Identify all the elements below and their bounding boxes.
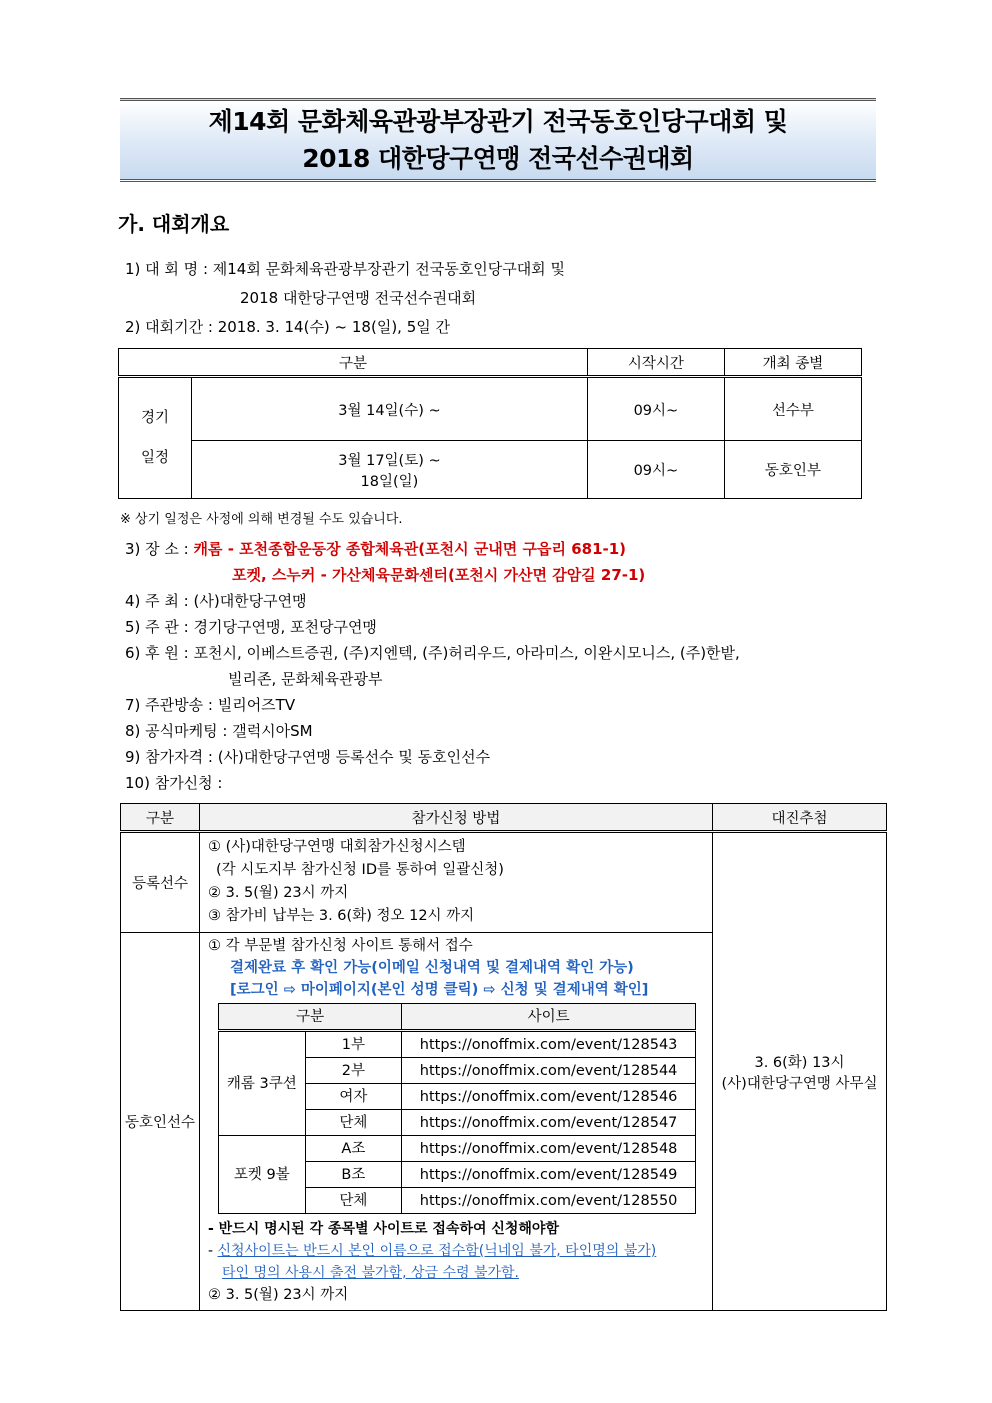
amateur-line-1: ① 각 부문별 참가신청 사이트 통해서 접수 [208, 938, 473, 954]
division-cell: 단체 [305, 1188, 402, 1214]
venue-pocket: 포켓, 스누커 - 가산체육문화센터(포천시 가산면 감암길 27-1) [232, 566, 646, 584]
carom-label: 캐롬 3쿠션 [219, 1031, 306, 1136]
group-label-b: 일정 [140, 450, 169, 466]
item-name-line2: 2018 대한당구연맹 전국선수권대회 [240, 289, 477, 307]
table-row [119, 441, 862, 499]
note-2-part-b: (닉네임 불가, 타인명의 불가) [478, 1243, 657, 1259]
note-dash: - [208, 1243, 218, 1259]
amateur-method [200, 933, 713, 1311]
division-cell: 여자 [305, 1084, 402, 1110]
item-broadcast: 7) 주관방송 : 빌리어즈TV [125, 696, 296, 714]
site-link[interactable]: https://onoffmix.com/event/128549 [402, 1162, 696, 1188]
table-row [121, 832, 887, 933]
schedule-header-category: 구분 [119, 349, 588, 377]
schedule-date [192, 441, 588, 499]
schedule-header-time: 시작시간 [587, 349, 724, 377]
registered-line: ② 3. 5(월) 23시 까지 [208, 885, 349, 901]
schedule-event: 선수부 [724, 377, 861, 441]
registered-line: (각 시도지부 참가신청 ID를 통하여 일괄신청) [216, 862, 504, 878]
venue-label: 3) 장 소 : [125, 540, 194, 558]
item-application: 10) 참가신청 : [125, 774, 223, 792]
amateur-line-3: [로그인 ⇨ 마이페이지(본인 성명 클릭) ⇨ 신청 및 결제내역 확인] [230, 982, 649, 998]
site-table [218, 1003, 696, 1214]
amateur-note-2 [208, 1240, 704, 1262]
item-eligibility: 9) 참가자격 : (사)대한당구연맹 등록선수 및 동호인선수 [125, 748, 491, 766]
pocket-label: 포켓 9볼 [219, 1136, 306, 1214]
division-cell: A조 [305, 1136, 402, 1162]
amateur-note-4: ② 3. 5(월) 23시 까지 [208, 1287, 349, 1303]
registered-label: 등록선수 [121, 832, 200, 933]
apply-header-method: 참가신청 방법 [200, 804, 713, 832]
registered-line: ① (사)대한당구연맹 대회참가신청시스템 [208, 839, 466, 855]
title-line-2: 2018 대한당구연맹 전국선수권대회 [302, 144, 694, 173]
table-row [219, 1136, 696, 1162]
application-table [120, 803, 887, 1311]
draw-line-1: 3. 6(화) 13시 [754, 1054, 845, 1071]
amateur-note-1: - 반드시 명시된 각 종목별 사이트로 접속하여 신청해야함 [208, 1221, 559, 1237]
table-row [219, 1031, 696, 1058]
amateur-note-3: 타인 명의 사용시 출전 불가함, 상금 수령 불가함. [222, 1265, 520, 1281]
division-cell: 2부 [305, 1058, 402, 1084]
item-venue [125, 538, 626, 559]
item-sponsor-line2: 빌리존, 문화체육관광부 [228, 670, 383, 688]
site-header-url: 사이트 [402, 1004, 696, 1031]
schedule-event: 동호인부 [724, 441, 861, 499]
site-link[interactable]: https://onoffmix.com/event/128543 [402, 1031, 696, 1058]
site-link[interactable]: https://onoffmix.com/event/128550 [402, 1188, 696, 1214]
draw-info [713, 832, 887, 1311]
schedule-table [118, 348, 862, 499]
venue-carom: 캐롬 - 포천종합운동장 종합체육관(포천시 군내면 구읍리 681-1) [193, 540, 627, 558]
schedule-date-line2: 18일(일) [360, 473, 419, 490]
document-title-banner [120, 98, 876, 182]
schedule-time: 09시~ [587, 441, 724, 499]
item-organizer: 5) 주 관 : 경기당구연맹, 포천당구연맹 [125, 618, 377, 636]
item-host: 4) 주 최 : (사)대한당구연맹 [125, 592, 307, 610]
schedule-group-label [119, 377, 192, 499]
note-2-part-a: 신청사이트는 반드시 본인 이름으로 접수함 [217, 1243, 479, 1259]
apply-header-draw: 대진추첨 [713, 804, 887, 832]
schedule-note: ※ 상기 일정은 사정에 의해 변경될 수도 있습니다. [120, 512, 403, 527]
item-marketing: 8) 공식마케팅 : 갤럭시아SM [125, 722, 313, 740]
group-label-a: 경기 [140, 410, 169, 426]
registered-method [200, 832, 713, 933]
site-link[interactable]: https://onoffmix.com/event/128547 [402, 1110, 696, 1136]
item-sponsor-line1: 6) 후 원 : 포천시, 이베스트증권, (주)지엔텍, (주)허리우드, 아라미스, 이완시모니스, (주)한밭, [125, 644, 740, 662]
item-period: 2) 대회기간 : 2018. 3. 14(수) ~ 18(일), 5일 간 [125, 318, 450, 336]
schedule-header-event: 개최 종별 [724, 349, 861, 377]
item-name-line1: 1) 대 회 명 : 제14회 문화체육관광부장관기 전국동호인당구대회 및 [125, 260, 565, 278]
section-heading: 가. 대회개요 [118, 212, 230, 236]
amateur-line-2: 결제완료 후 확인 가능(이메일 신청내역 및 결제내역 확인 가능) [230, 960, 634, 976]
schedule-time: 09시~ [587, 377, 724, 441]
table-row [119, 377, 862, 441]
division-cell: B조 [305, 1162, 402, 1188]
draw-line-2: (사)대한당구연맹 사무실 [721, 1075, 878, 1092]
schedule-date: 3월 14일(수) ~ [192, 377, 588, 441]
apply-header-category: 구분 [121, 804, 200, 832]
registered-line: ③ 참가비 납부는 3. 6(화) 정오 12시 까지 [208, 908, 475, 924]
division-cell: 단체 [305, 1110, 402, 1136]
schedule-date-line1: 3월 17일(토) ~ [338, 452, 441, 469]
amateur-label: 동호인선수 [121, 933, 200, 1311]
title-line-1: 제14회 문화체육관광부장관기 전국동호인당구대회 및 [208, 107, 788, 136]
site-link[interactable]: https://onoffmix.com/event/128546 [402, 1084, 696, 1110]
site-link[interactable]: https://onoffmix.com/event/128544 [402, 1058, 696, 1084]
site-link[interactable]: https://onoffmix.com/event/128548 [402, 1136, 696, 1162]
division-cell: 1부 [305, 1031, 402, 1058]
site-header-category: 구분 [219, 1004, 402, 1031]
